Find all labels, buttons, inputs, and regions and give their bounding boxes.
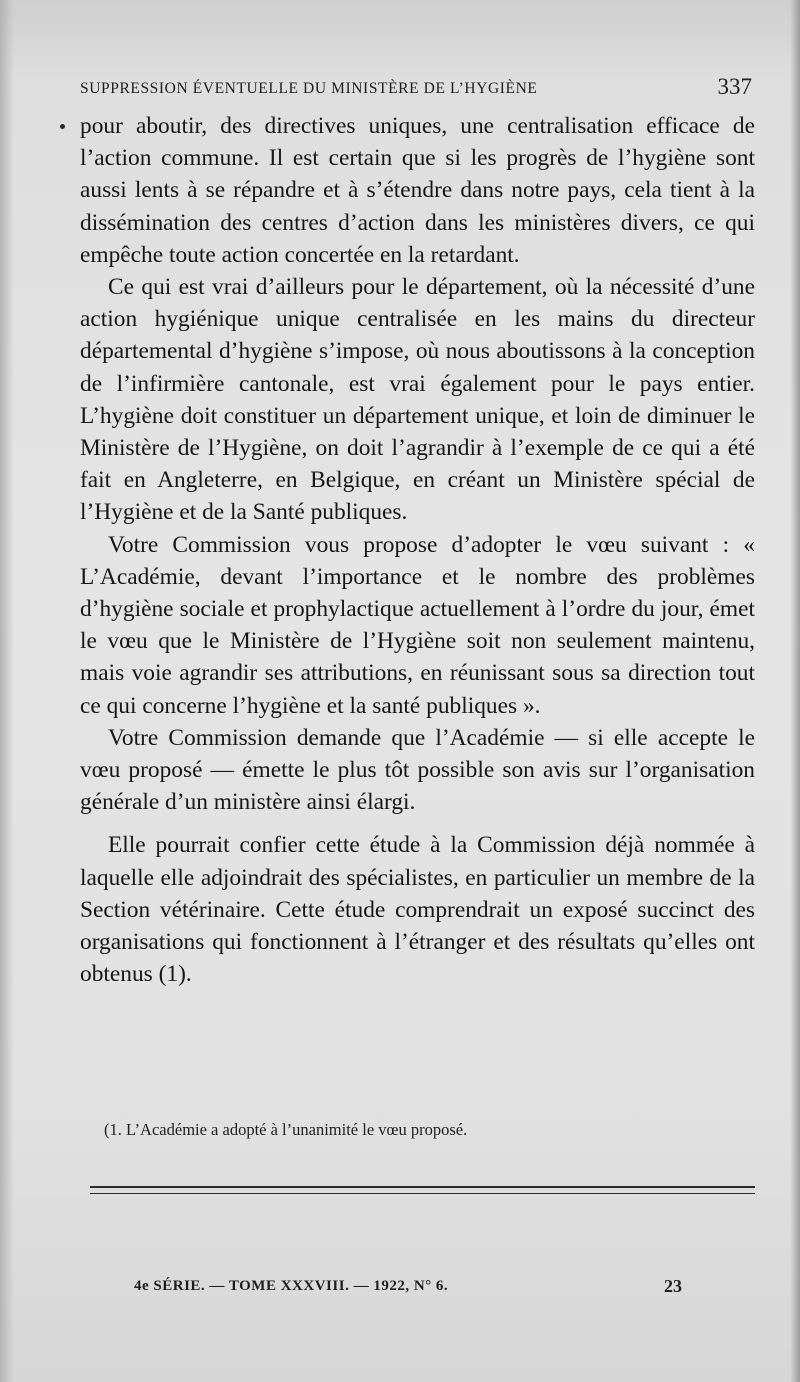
page-edge-right [790, 0, 800, 1382]
running-title: SUPPRESSION ÉVENTUELLE DU MINISTÈRE DE L’HYGIÈNE [80, 80, 538, 97]
footer-rule-thick [90, 1186, 755, 1188]
page-number: 337 [717, 74, 752, 99]
footnote: (1. L’Académie a adopté à l’unanimité le vœu proposé. [104, 1120, 468, 1139]
paragraph-1: pour aboutir, des directives uniques, une centralisation efficace de l’action commune. Il est certain que si les progrès de l’hygiène sont aussi lents à se répandre et à s’étendre dans notre pays, cela tient à la dissémination des centres d’action dans les ministères divers, ce qui empêche toute action concertée en la retardant. [80, 113, 755, 268]
paragraph-4: Votre Commission demande que l’Académie — si elle accepte le vœu proposé — émette le plus tôt possible son avis sur l’organisation générale d’un ministère ainsi élargi. [80, 724, 755, 816]
paragraph-5: Elle pourrait confier cette étude à la Commission déjà nommée à laquelle elle adjoindrait des spécialistes, en particulier un membre de la Section vétérinaire. Cette étude comprendrait un exposé succinct des organisations qui fonctionnent à l’étranger et des résultats qu’elles ont obtenus (1). [80, 832, 755, 988]
running-head [80, 74, 760, 104]
printer-signature: 4e SÉRIE. — TOME XXXVIII. — 1922, N° 6. [134, 1278, 449, 1294]
margin-dot [60, 124, 65, 129]
paragraph-3: Votre Commission vous propose d’adopter le vœu suivant : « L’Académie, devant l’importance et le nombre des problèmes d’hygiène sociale et prophylactique actuellement à l’ordre du jour, émet le vœu que le Ministère de l’Hygiène soit non seulement maintenu, mais voie agrandir ses attributions, en réunissant sous sa direction tout ce qui concerne l’hygiène et la santé publiques ». [80, 531, 755, 719]
body-text [80, 110, 755, 990]
signature-number: 23 [664, 1276, 682, 1296]
paragraph-2: Ce qui est vrai d’ailleurs pour le département, où la nécessité d’une action hygiénique unique centralisée en les mains du directeur départemental d’hygiène s’impose, où nous aboutissons à la conception de l’infirmière cantonale, est vrai également pour le pays entier. L’hygiène doit constituer un département unique, et loin de diminuer le Ministère de l’Hygiène, on doit l’agrandir à l’exemple de ce qui a été fait en Angleterre, en Belgique, en créant un Ministère spécial de l’Hygiène et de la Santé publiques. [80, 274, 755, 526]
page-edge-left [0, 0, 14, 1382]
footer-rule-thin [90, 1193, 755, 1194]
